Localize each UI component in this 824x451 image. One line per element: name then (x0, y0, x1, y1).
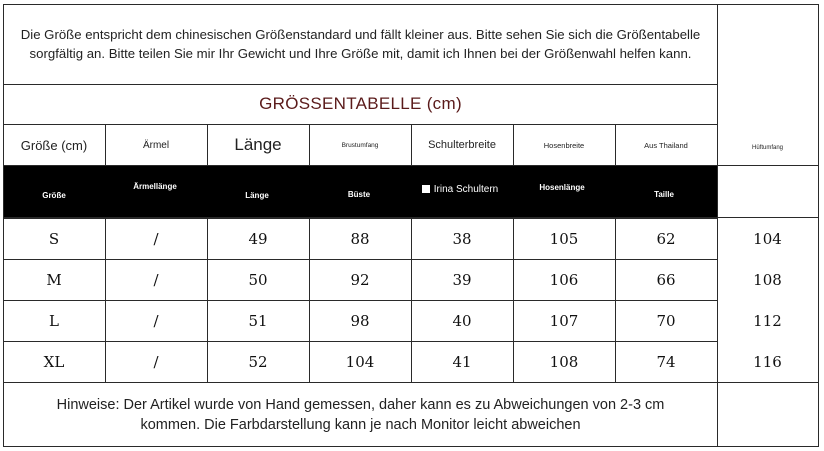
measurement-value: 112 (753, 311, 782, 330)
dark-header-cell (309, 190, 409, 199)
measurement-value: 108 (549, 352, 579, 371)
grid-line (3, 382, 718, 383)
measurement-value: 92 (350, 270, 370, 289)
header-cell: Schulterbreite (428, 139, 496, 151)
measurement-value: 106 (549, 270, 579, 289)
dark-header-label: Hüftumfang (745, 176, 791, 185)
measurement-value: 70 (656, 311, 676, 330)
measurement-value: 104 (753, 229, 782, 248)
dark-header-label: Taille (654, 190, 674, 199)
measurement-value: 116 (753, 352, 782, 371)
square-icon (422, 185, 430, 193)
measurement-note-line-1: Hinweise: Der Artikel wurde von Hand gemessen, daher kann es zu Abweichungen von 2-3 cm (56, 397, 665, 413)
measurement-value: / (153, 229, 159, 248)
header-cell: Hüftumfang (751, 145, 784, 151)
dark-header-cell (512, 183, 612, 192)
measurement-value: 39 (452, 270, 472, 289)
size-label: XL (43, 352, 65, 371)
measurement-value: 108 (753, 270, 782, 289)
size-notice (4, 5, 717, 83)
size-table-title: GRÖSSENTABELLE (cm) (259, 94, 462, 113)
dark-header-cell (4, 191, 104, 200)
dark-header-cell (614, 190, 714, 199)
measurement-value: 51 (248, 311, 268, 330)
measurement-note-line-2: kommen. Die Farbdarstellung kann je nach Monitor leicht abweichen (140, 417, 581, 433)
size-label: L (49, 311, 59, 330)
header-cell: Größe (cm) (20, 137, 88, 153)
dark-header-label: Irina Schultern (433, 184, 499, 195)
dark-header-label: Länge (245, 191, 269, 200)
measurement-value: 88 (350, 229, 370, 248)
measurement-value: 62 (656, 229, 676, 248)
measurement-value: 66 (656, 270, 676, 289)
dark-header-cell (718, 176, 818, 185)
header-cell: Ärmel (142, 139, 170, 151)
measurement-note (4, 384, 717, 446)
size-notice-line-2: sorgfältig an. Bitte teilen Sie mir Ihr Gewicht und Ihre Größe mit, damit ich Ihnen bei der Größenwahl helfen kann. (29, 46, 692, 61)
dark-header-cell (410, 184, 510, 195)
measurement-value: 38 (452, 229, 472, 248)
measurement-value: / (153, 352, 159, 371)
size-label: S (48, 229, 60, 248)
dark-header-cell (105, 182, 205, 191)
measurement-value: 40 (452, 311, 472, 330)
measurement-value: 74 (656, 352, 676, 371)
grid-line (3, 165, 818, 166)
measurement-value: 50 (248, 270, 268, 289)
measurement-value: / (153, 311, 159, 330)
grid-line (818, 4, 819, 447)
measurement-value: 107 (549, 311, 579, 330)
measurement-value: 49 (248, 229, 268, 248)
size-label: M (46, 270, 62, 289)
header-cell: Hosenbreite (543, 140, 585, 150)
grid-line (718, 382, 818, 383)
measurement-value: / (153, 270, 159, 289)
grid-line (3, 446, 718, 447)
dark-header-label: Größe (42, 191, 66, 200)
measurement-value: 105 (549, 229, 579, 248)
measurement-value: 52 (248, 352, 268, 371)
measurement-value: 104 (345, 352, 375, 371)
measurement-value: 98 (350, 311, 370, 330)
header-cell: Aus Thailand (644, 140, 688, 150)
header-cell: Länge (234, 135, 282, 154)
dark-header-cell (207, 191, 307, 200)
header-cell: Brustumfang (341, 141, 379, 149)
dark-header-label: Ärmellänge (133, 182, 177, 191)
grid-line (718, 446, 818, 447)
measurement-value: 41 (452, 352, 472, 371)
size-notice-line-1: Die Größe entspricht dem chinesischen Größenstandard und fällt kleiner aus. Bitte sehen Sie sich die Größentabelle (20, 27, 701, 42)
dark-header-label: Hosenlänge (539, 183, 585, 192)
dark-header-label: Büste (347, 190, 371, 199)
